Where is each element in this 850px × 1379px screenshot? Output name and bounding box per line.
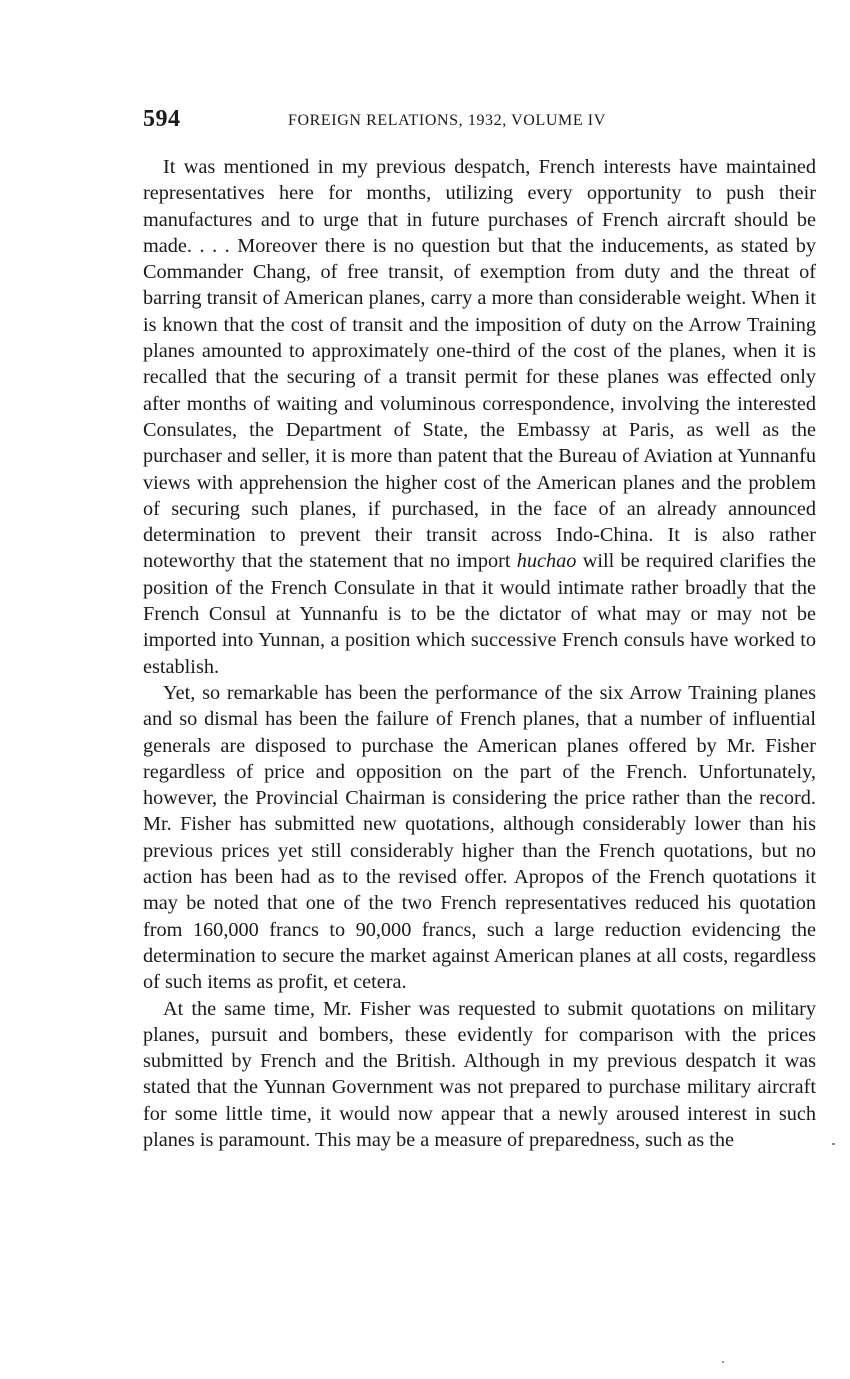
paragraph: At the same time, Mr. Fisher was requested to submit quotations on military planes, pursuit and bombers, these evidently for comparison with the prices submitted by French and the British. Although in my previous despatch it was stated that the Yunnan Government was not prepared to purchase military aircraft for some little time, it would now appear that a newly aroused interest in such planes is paramount. This may be a measure of preparedness, such as the <box>143 997 816 1151</box>
page-number: 594 <box>143 106 181 132</box>
scan-speck <box>832 1143 835 1145</box>
document-body <box>143 154 816 1153</box>
italic-term: huchao <box>516 550 577 573</box>
scan-speck <box>722 1361 724 1363</box>
paragraph <box>143 154 816 680</box>
page-header <box>143 106 816 140</box>
paragraph: Yet, so remarkable has been the performance of the six Arrow Training planes and so dismal has been the failure of French planes, that a number of influential generals are disposed to purchase the American planes offered by Mr. Fisher regardless of price and opposition on the part of the French. Unfortunately, however, the Provincial Chairman is considering the price rather than the record. Mr. Fisher has submitted new quotations, although considerably lower than his previous prices yet still considerably higher than the French quotations, but no action has been had as to the revised offer. Apropos of the French quotations it may be noted that one of the two French representatives reduced his quotation from 160,000 francs to 90,000 francs, such a large reduction evidencing the determination to secure the market against American planes at all costs, regardless of such items as profit, et cetera. <box>143 681 816 994</box>
paragraph-text: will be required clarifies the position of the French Consulate in that it would intimate rather broadly that the French Consul at Yunnanfu is to be the dictator of what may or may not be imported into Yunnan, a position which successive French consuls have worked to establish. <box>143 550 816 678</box>
paragraph-text: It was mentioned in my previous despatch, French interests have maintained representatives here for months, utilizing every opportunity to push their manufactures and to urge that in future purchases of French aircraft should be made. . . . Moreover there is no question but that the inducements, as stated by Commander Chang, of free transit, of exemption from duty and the threat of barring transit of American planes, carry a more than considerable weight. When it is known that the cost of transit and the imposition of duty on the Arrow Training planes amounted to approximately one-third of the cost of the planes, when it is recalled that the securing of a transit permit for these planes was effected only after months of waiting and voluminous correspondence, involving the interested Consulates, the Department of State, the Embassy at Paris, as well as the purchaser and seller, it is more than patent that the Bureau of Aviation at Yunnanfu views with apprehension the higher cost of the American planes and the problem of securing such planes, if purchased, in the face of an already announced determination to prevent their transit across Indo-China. It is also rather noteworthy that the statement that no import <box>143 156 816 573</box>
document-page <box>143 106 816 1153</box>
running-head: FOREIGN RELATIONS, 1932, VOLUME IV <box>288 112 606 129</box>
